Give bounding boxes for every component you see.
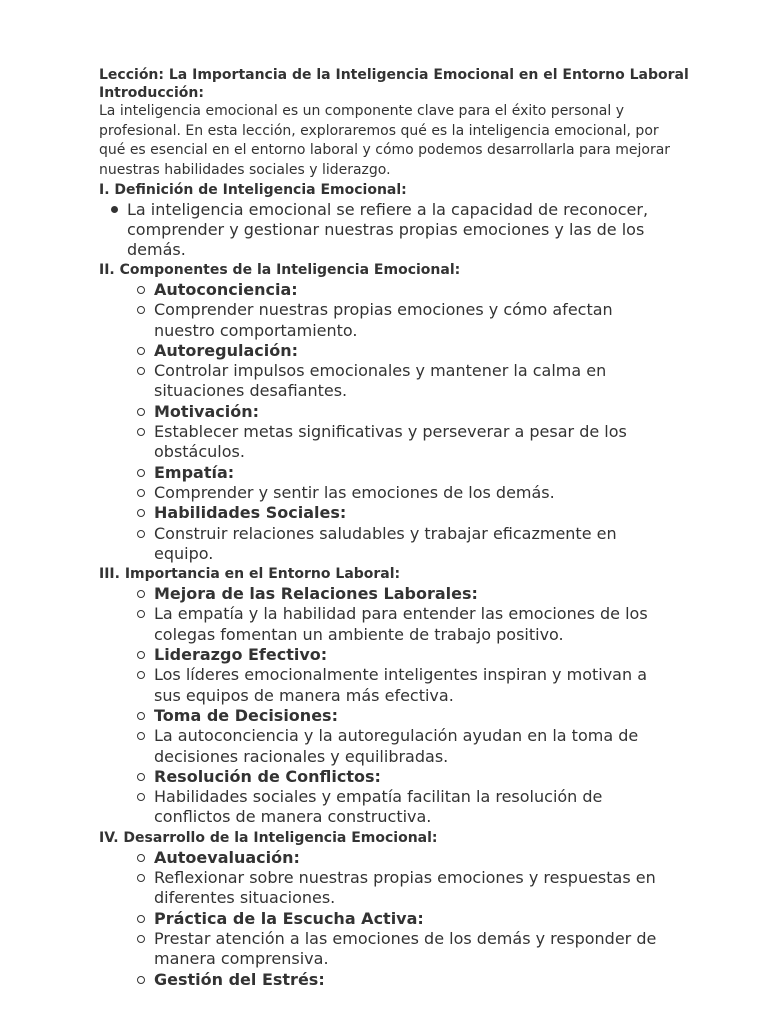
list-item: Reflexionar sobre nuestras propias emociones y respuestas en diferentes situaciones. [99,868,674,909]
list-item-title: Empatía: [99,463,674,483]
list-item: La empatía y la habilidad para entender las emociones de los colegas fomentan un ambiente de trabajo positivo. [99,604,674,645]
definition-list [99,200,768,260]
components-list [99,280,768,564]
list-item: La autoconciencia y la autoregulación ayudan en la toma de decisiones racionales y equilibradas. [99,726,674,767]
list-item: Comprender y sentir las emociones de los demás. [99,483,674,503]
list-item-title: Autoregulación: [99,341,674,361]
list-item: Establecer metas significativas y perseverar a pesar de los obstáculos. [99,422,674,463]
list-item: Los líderes emocionalmente inteligentes inspiran y motivan a sus equipos de manera más efectiva. [99,665,674,706]
list-item-title: Habilidades Sociales: [99,503,674,523]
section-heading-development: IV. Desarrollo de la Inteligencia Emocional: [99,829,438,846]
list-item: Construir relaciones saludables y trabajar eficazmente en equipo. [99,524,674,565]
section-heading-definition: I. Definición de Inteligencia Emocional: [99,182,407,198]
list-item: Prestar atención a las emociones de los demás y responder de manera comprensiva. [99,929,674,970]
section-heading-importance: III. Importancia en el Entorno Laboral: [99,566,401,583]
list-item-title: Mejora de las Relaciones Laborales: [99,584,674,604]
list-item: Habilidades sociales y empatía facilitan la resolución de conflictos de manera constructiva. [99,787,674,828]
intro-heading: Introducción: [99,85,204,101]
list-item-title: Motivación: [99,402,674,422]
list-item: Controlar impulsos emocionales y mantener la calma en situaciones desafiantes. [99,361,674,402]
development-list [99,848,768,990]
list-item-title: Resolución de Conflictos: [99,767,674,787]
intro-paragraph: La inteligencia emocional es un componente clave para el éxito personal y profesional. En esta lección, exploraremos qué es la inteligencia emocional, por qué es esencial en el entorno laboral y cómo podemos desarrollarla para mejorar nuestras habilidades sociales y liderazgo. [99,103,671,178]
list-item-title: Práctica de la Escucha Activa: [99,909,674,929]
list-item-title: Toma de Decisiones: [99,706,674,726]
list-item-title: Gestión del Estrés: [99,970,674,990]
list-item-title: Autoevaluación: [99,848,674,868]
list-item: La inteligencia emocional se refiere a la capacidad de reconocer, comprender y gestionar nuestras propias emociones y las de los demás. [99,200,657,260]
list-item: Comprender nuestras propias emociones y cómo afectan nuestro comportamiento. [99,300,674,341]
list-item-title: Autoconciencia: [99,280,674,300]
importance-list [99,584,768,828]
list-item-title: Liderazgo Efectivo: [99,645,674,665]
document-title: Lección: La Importancia de la Inteligencia Emocional en el Entorno Laboral [99,67,689,83]
section-heading-components: II. Componentes de la Inteligencia Emocional: [99,262,461,278]
